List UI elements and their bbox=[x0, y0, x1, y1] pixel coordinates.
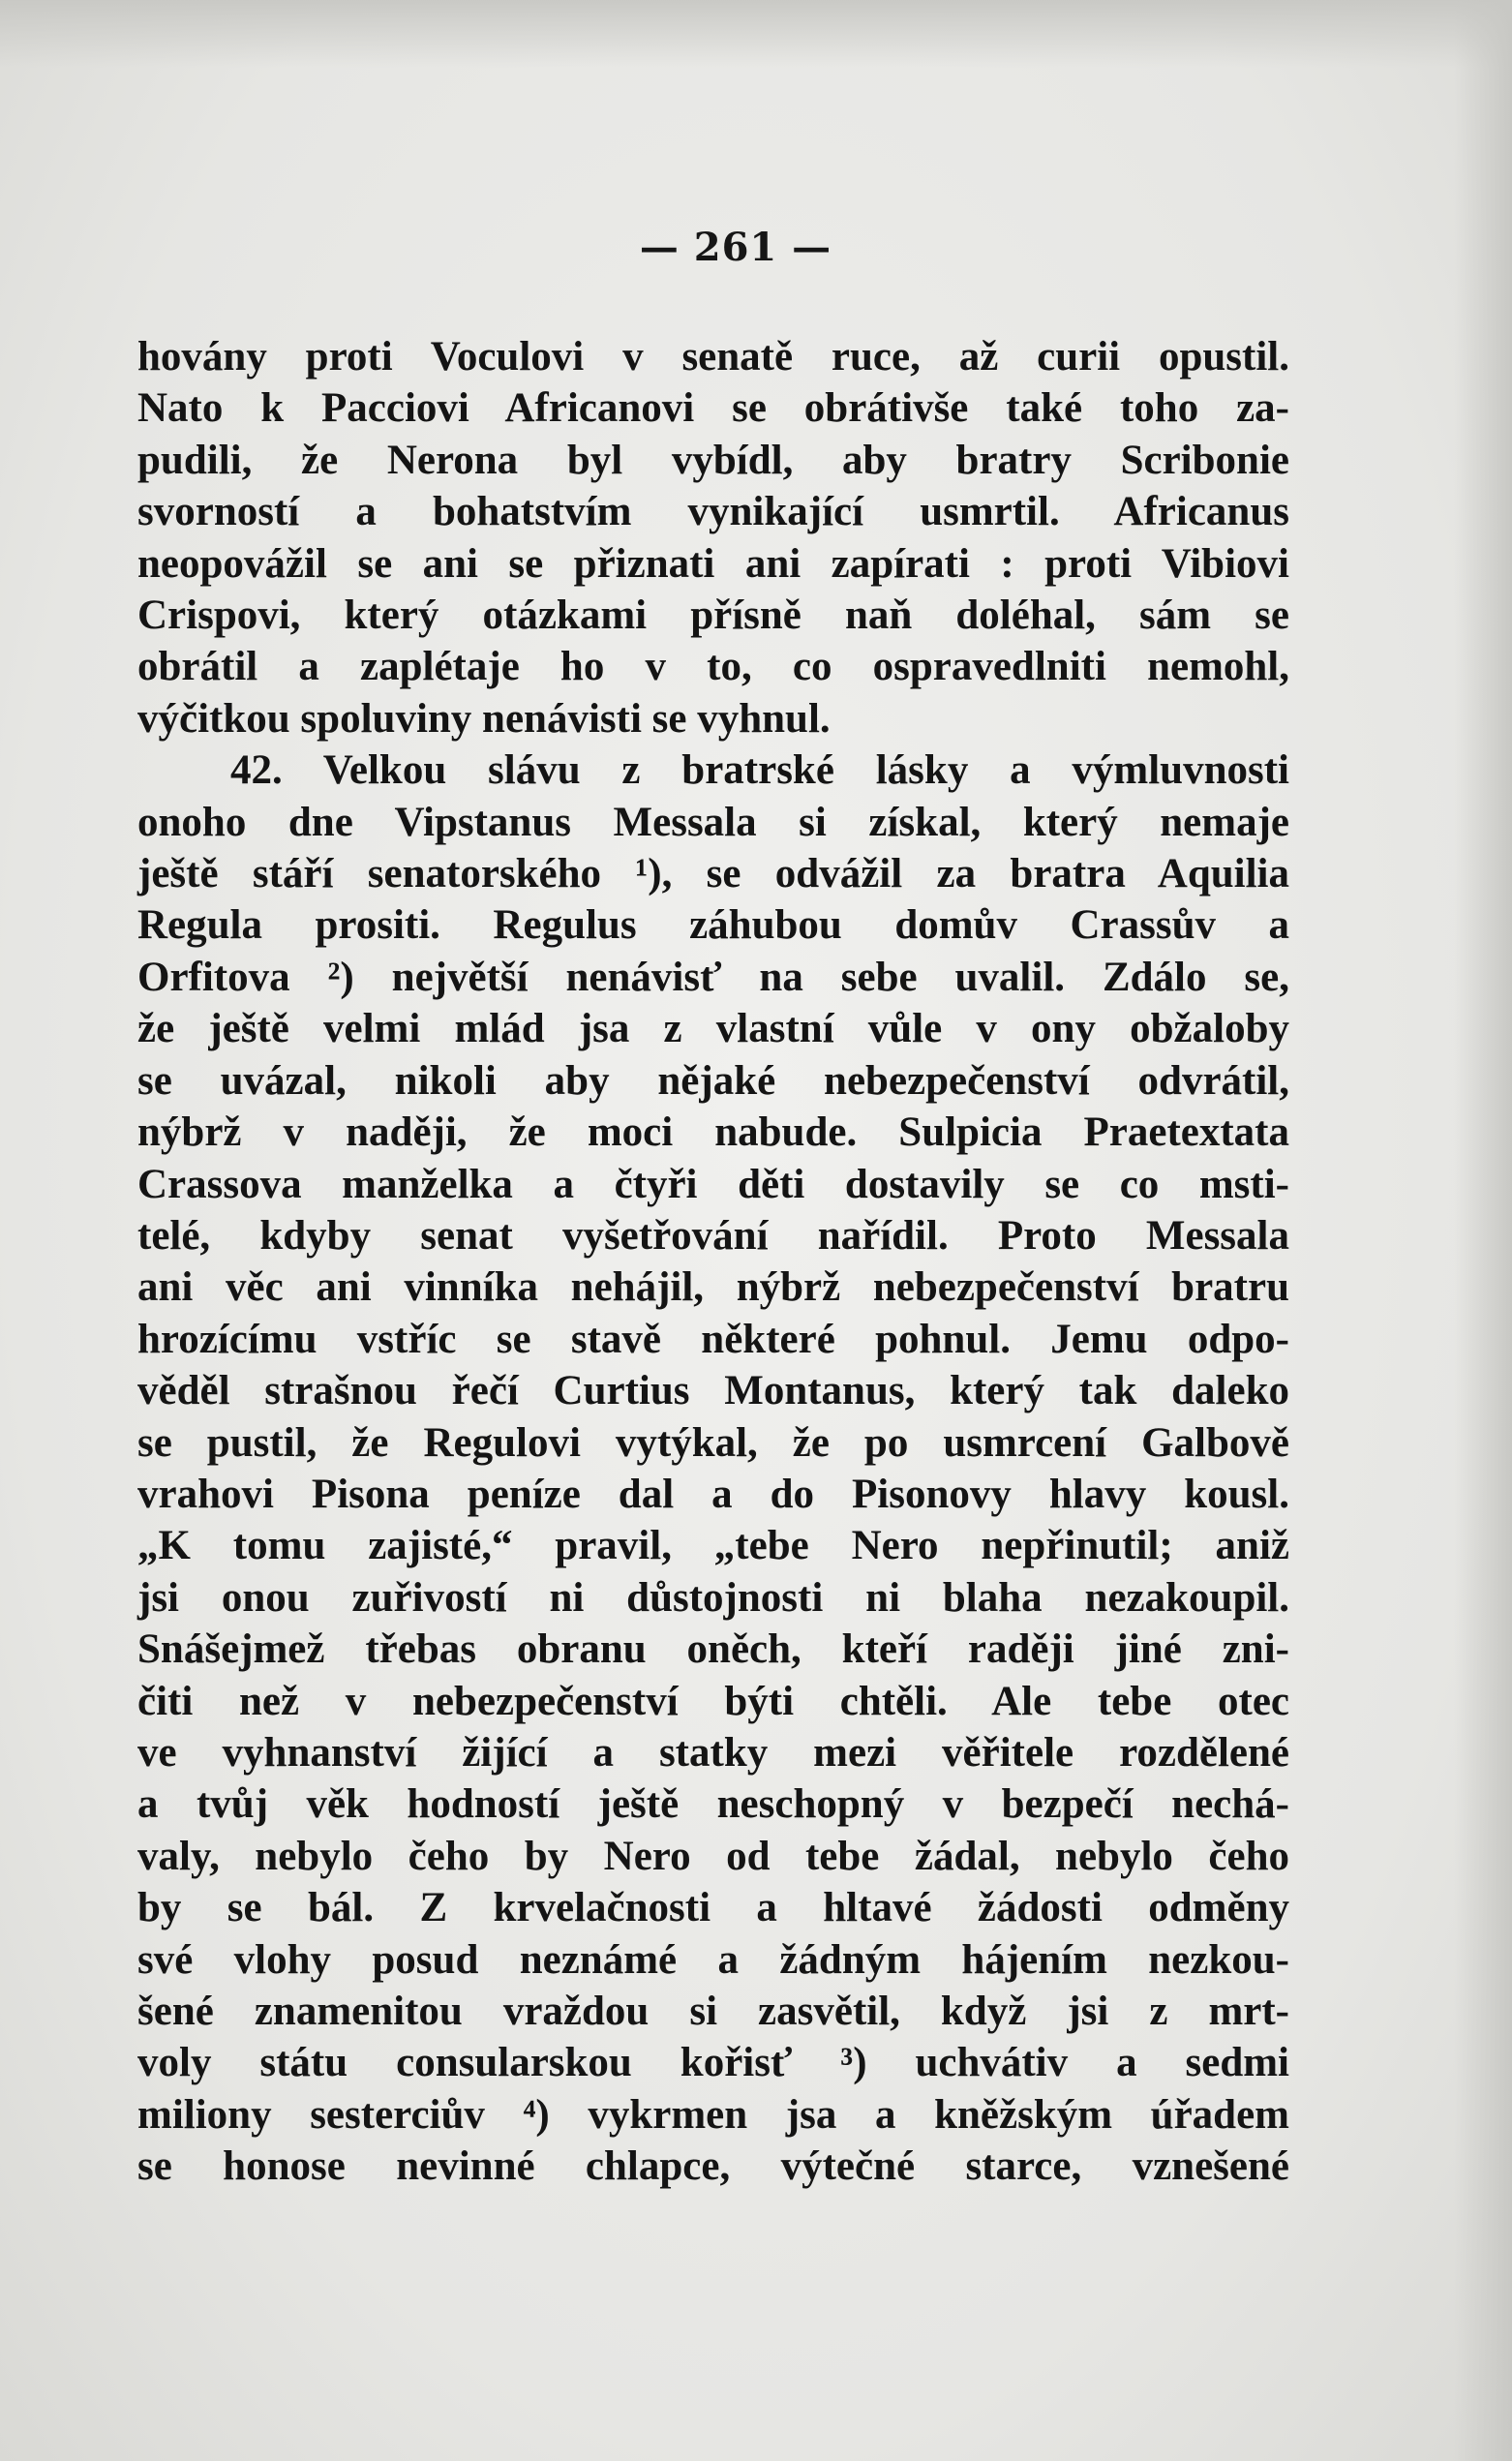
text-line: věděl strašnou řečí Curtius Montanus, který tak daleko bbox=[137, 1368, 1289, 1414]
paragraph-1 bbox=[137, 331, 1289, 744]
page-edge-shadow-top bbox=[0, 0, 1512, 68]
text-line: svorností a bohatstvím vynikající usmrtil. Africanus bbox=[137, 489, 1289, 535]
text-line: se uvázal, nikoli aby nějaké nebezpečenství odvrátil, bbox=[137, 1057, 1289, 1104]
text-line: valy, nebylo čeho by Nero od tebe žádal, nebylo čeho bbox=[137, 1833, 1289, 1879]
text-line: hrozícímu vstříc se stavě některé pohnul. Jemu odpo- bbox=[137, 1316, 1289, 1362]
text-line: se pustil, že Regulovi vytýkal, že po usmrcení Galbově bbox=[137, 1419, 1289, 1466]
text-line: telé, kdyby senat vyšetřování nařídil. Proto Messala bbox=[137, 1212, 1289, 1259]
page-edge-shadow-right bbox=[1454, 0, 1512, 2461]
text-line: hovány proti Voculovi v senatě ruce, až curii opustil. bbox=[137, 334, 1289, 380]
text-line: jsi onou zuřivostí ni důstojnosti ni blaha nezakoupil. bbox=[137, 1574, 1289, 1621]
text-line: se honose nevinné chlapce, výtečné starce, vznešené bbox=[137, 2143, 1289, 2190]
text-line: Orfitova ²) největší nenávisť na sebe uvalil. Zdálo se, bbox=[137, 954, 1289, 1000]
text-line: a tvůj věk hodností ještě neschopný v bezpečí nechá- bbox=[137, 1781, 1289, 1828]
paragraph-2 bbox=[137, 744, 1289, 2192]
text-line: miliony sesterciův ⁴) vykrmen jsa a kněžským úřadem bbox=[137, 2091, 1289, 2138]
text-line: ve vyhnanství žijící a statky mezi věřitele rozdělené bbox=[137, 1729, 1289, 1776]
text-line: by se bál. Z krvelačnosti a hltavé žádosti odměny bbox=[137, 1885, 1289, 1931]
text-line: obrátil a zaplétaje ho v to, co ospravedlniti nemohl, bbox=[137, 644, 1289, 690]
text-line: Snášejmež třebas obranu oněch, kteří raději jiné zni- bbox=[137, 1626, 1289, 1673]
body-text bbox=[137, 331, 1289, 2193]
text-line: nýbrž v naději, že moci nabude. Sulpicia Praetextata bbox=[137, 1109, 1289, 1156]
text-line: své vlohy posud neznámé a žádným hájením nezkou- bbox=[137, 1936, 1289, 1983]
text-line: šené znamenitou vraždou si zasvětil, když jsi z mrt- bbox=[137, 1989, 1289, 2034]
text-line: Regula prositi. Regulus záhubou domův Crassův a bbox=[137, 902, 1289, 949]
text-line: voly státu consularskou kořisť ³) uchvátiv a sedmi bbox=[137, 2040, 1289, 2086]
text-line: výčitkou spoluviny nenávisti se vyhnul. bbox=[137, 695, 831, 742]
text-line: ještě stáří senatorského ¹), se odvážil za bratra Aquilia bbox=[137, 851, 1289, 897]
text-line-section-start: 42. Velkou slávu z bratrské lásky a výmluvnosti bbox=[230, 747, 1289, 794]
text-line: Nato k Pacciovi Africanovi se obrátivše také toho za- bbox=[137, 385, 1289, 432]
text-line: Crassova manželka a čtyři děti dostavily se co msti- bbox=[137, 1161, 1289, 1207]
text-line: onoho dne Vipstanus Messala si získal, který nemaje bbox=[137, 799, 1289, 845]
text-line: že ještě velmi mlád jsa z vlastní vůle v ony obžaloby bbox=[137, 1006, 1289, 1052]
text-line: neopovážil se ani se přiznati ani zapírati : proti Vibiovi bbox=[137, 540, 1289, 587]
text-line: ani věc ani vinníka nehájil, nýbrž nebezpečenství bratru bbox=[137, 1264, 1289, 1311]
page-number: — 261 — bbox=[639, 225, 832, 270]
text-line: „K tomu zajisté,“ pravil, „tebe Nero nepřinutil; aniž bbox=[137, 1523, 1289, 1569]
text-line: vrahovi Pisona peníze dal a do Pisonovy hlavy kousl. bbox=[137, 1471, 1289, 1517]
text-line: pudili, že Nerona byl vybídl, aby bratry Scribonie bbox=[137, 437, 1289, 483]
text-line: Crispovi, který otázkami přísně naň doléhal, sám se bbox=[137, 592, 1289, 639]
text-line: čiti než v nebezpečenství býti chtěli. Ale tebe otec bbox=[137, 1678, 1289, 1724]
